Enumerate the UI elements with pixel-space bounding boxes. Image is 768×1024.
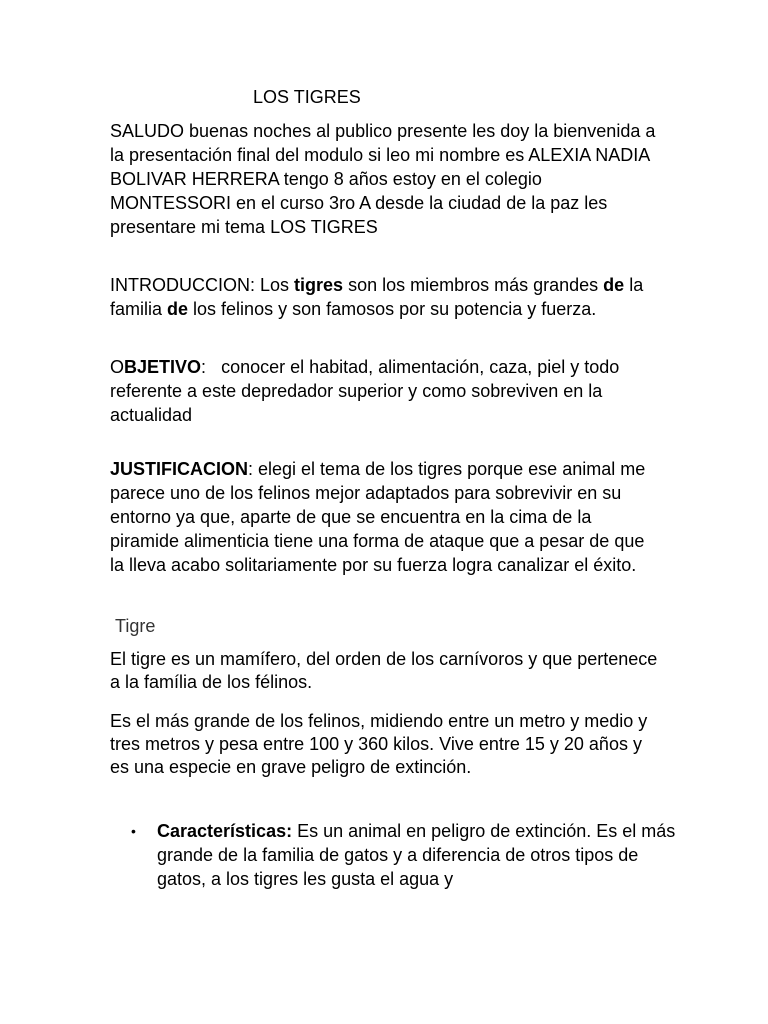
objetivo-colon: : [201, 357, 207, 377]
saludo-paragraph: SALUDO buenas noches al publico presente les doy la bienvenida a la presentación final del modulo si leo mi nombre es ALEXIA NADIA BOLIVAR HERRERA tengo 8 años estoy en el colegio MONTESSORI en el curso 3ro A desde la ciudad de la paz les presentare mi tema LOS TIGRES [110, 121, 656, 237]
caracteristicas-list-item [131, 819, 677, 891]
justificacion-label: JUSTIFICACION [110, 459, 249, 479]
objetivo-label: BJETIVO [124, 357, 202, 377]
introduccion-bold-tigres: tigres [294, 275, 344, 295]
objetivo-first-letter: O [110, 357, 125, 377]
introduccion-text-3: los felinos y son famosos por su potencia y fuerza. [188, 299, 597, 319]
introduccion-bold-de-1: de [603, 275, 625, 295]
introduccion-text-2: la familia [110, 275, 644, 319]
tigre-paragraph-2: Es el más grande de los felinos, midiendo entre un metro y medio y tres metros y pesa entre 100 y 360 kilos. Vive entre 15 y 20 años y es una especie en grave peligro de extinción. [110, 711, 648, 777]
document-title: LOS TIGRES [253, 87, 361, 107]
caracteristicas-label: Características: [157, 821, 293, 841]
introduccion-label: INTRODUCCION: Los [110, 275, 295, 295]
bullet-icon: • [131, 823, 136, 839]
tigre-paragraph-1: El tigre es un mamífero, del orden de los carnívoros y que pertenece a la família de los félinos. [110, 649, 658, 692]
introduccion-bold-de-2: de [167, 299, 189, 319]
justificacion-text: : elegi el tema de los tigres porque ese animal me parece uno de los felinos mejor adaptados para sobrevivir en su entorno ya que, aparte de que se encuentra en la cima de la piramide alimenticia tiene una forma de ataque que a pesar de que la lleva acabo solitariamente por su fuerza logra canalizar el éxito. [110, 459, 646, 575]
tigre-heading: Tigre [115, 616, 156, 636]
objetivo-paragraph [110, 355, 662, 427]
justificacion-paragraph [110, 457, 662, 577]
caracteristicas-text: Es un animal en peligro de extinción. Es el más grande de la familia de gatos y a diferencia de otros tipos de gatos, a los tigres les gusta el agua y [157, 821, 676, 889]
introduccion-paragraph [110, 273, 662, 321]
introduccion-text-1: son los miembros más grandes [343, 275, 604, 295]
objetivo-text: conocer el habitad, alimentación, caza, piel y todo referente a este depredador superior y como sobreviven en la actualidad [110, 357, 625, 425]
